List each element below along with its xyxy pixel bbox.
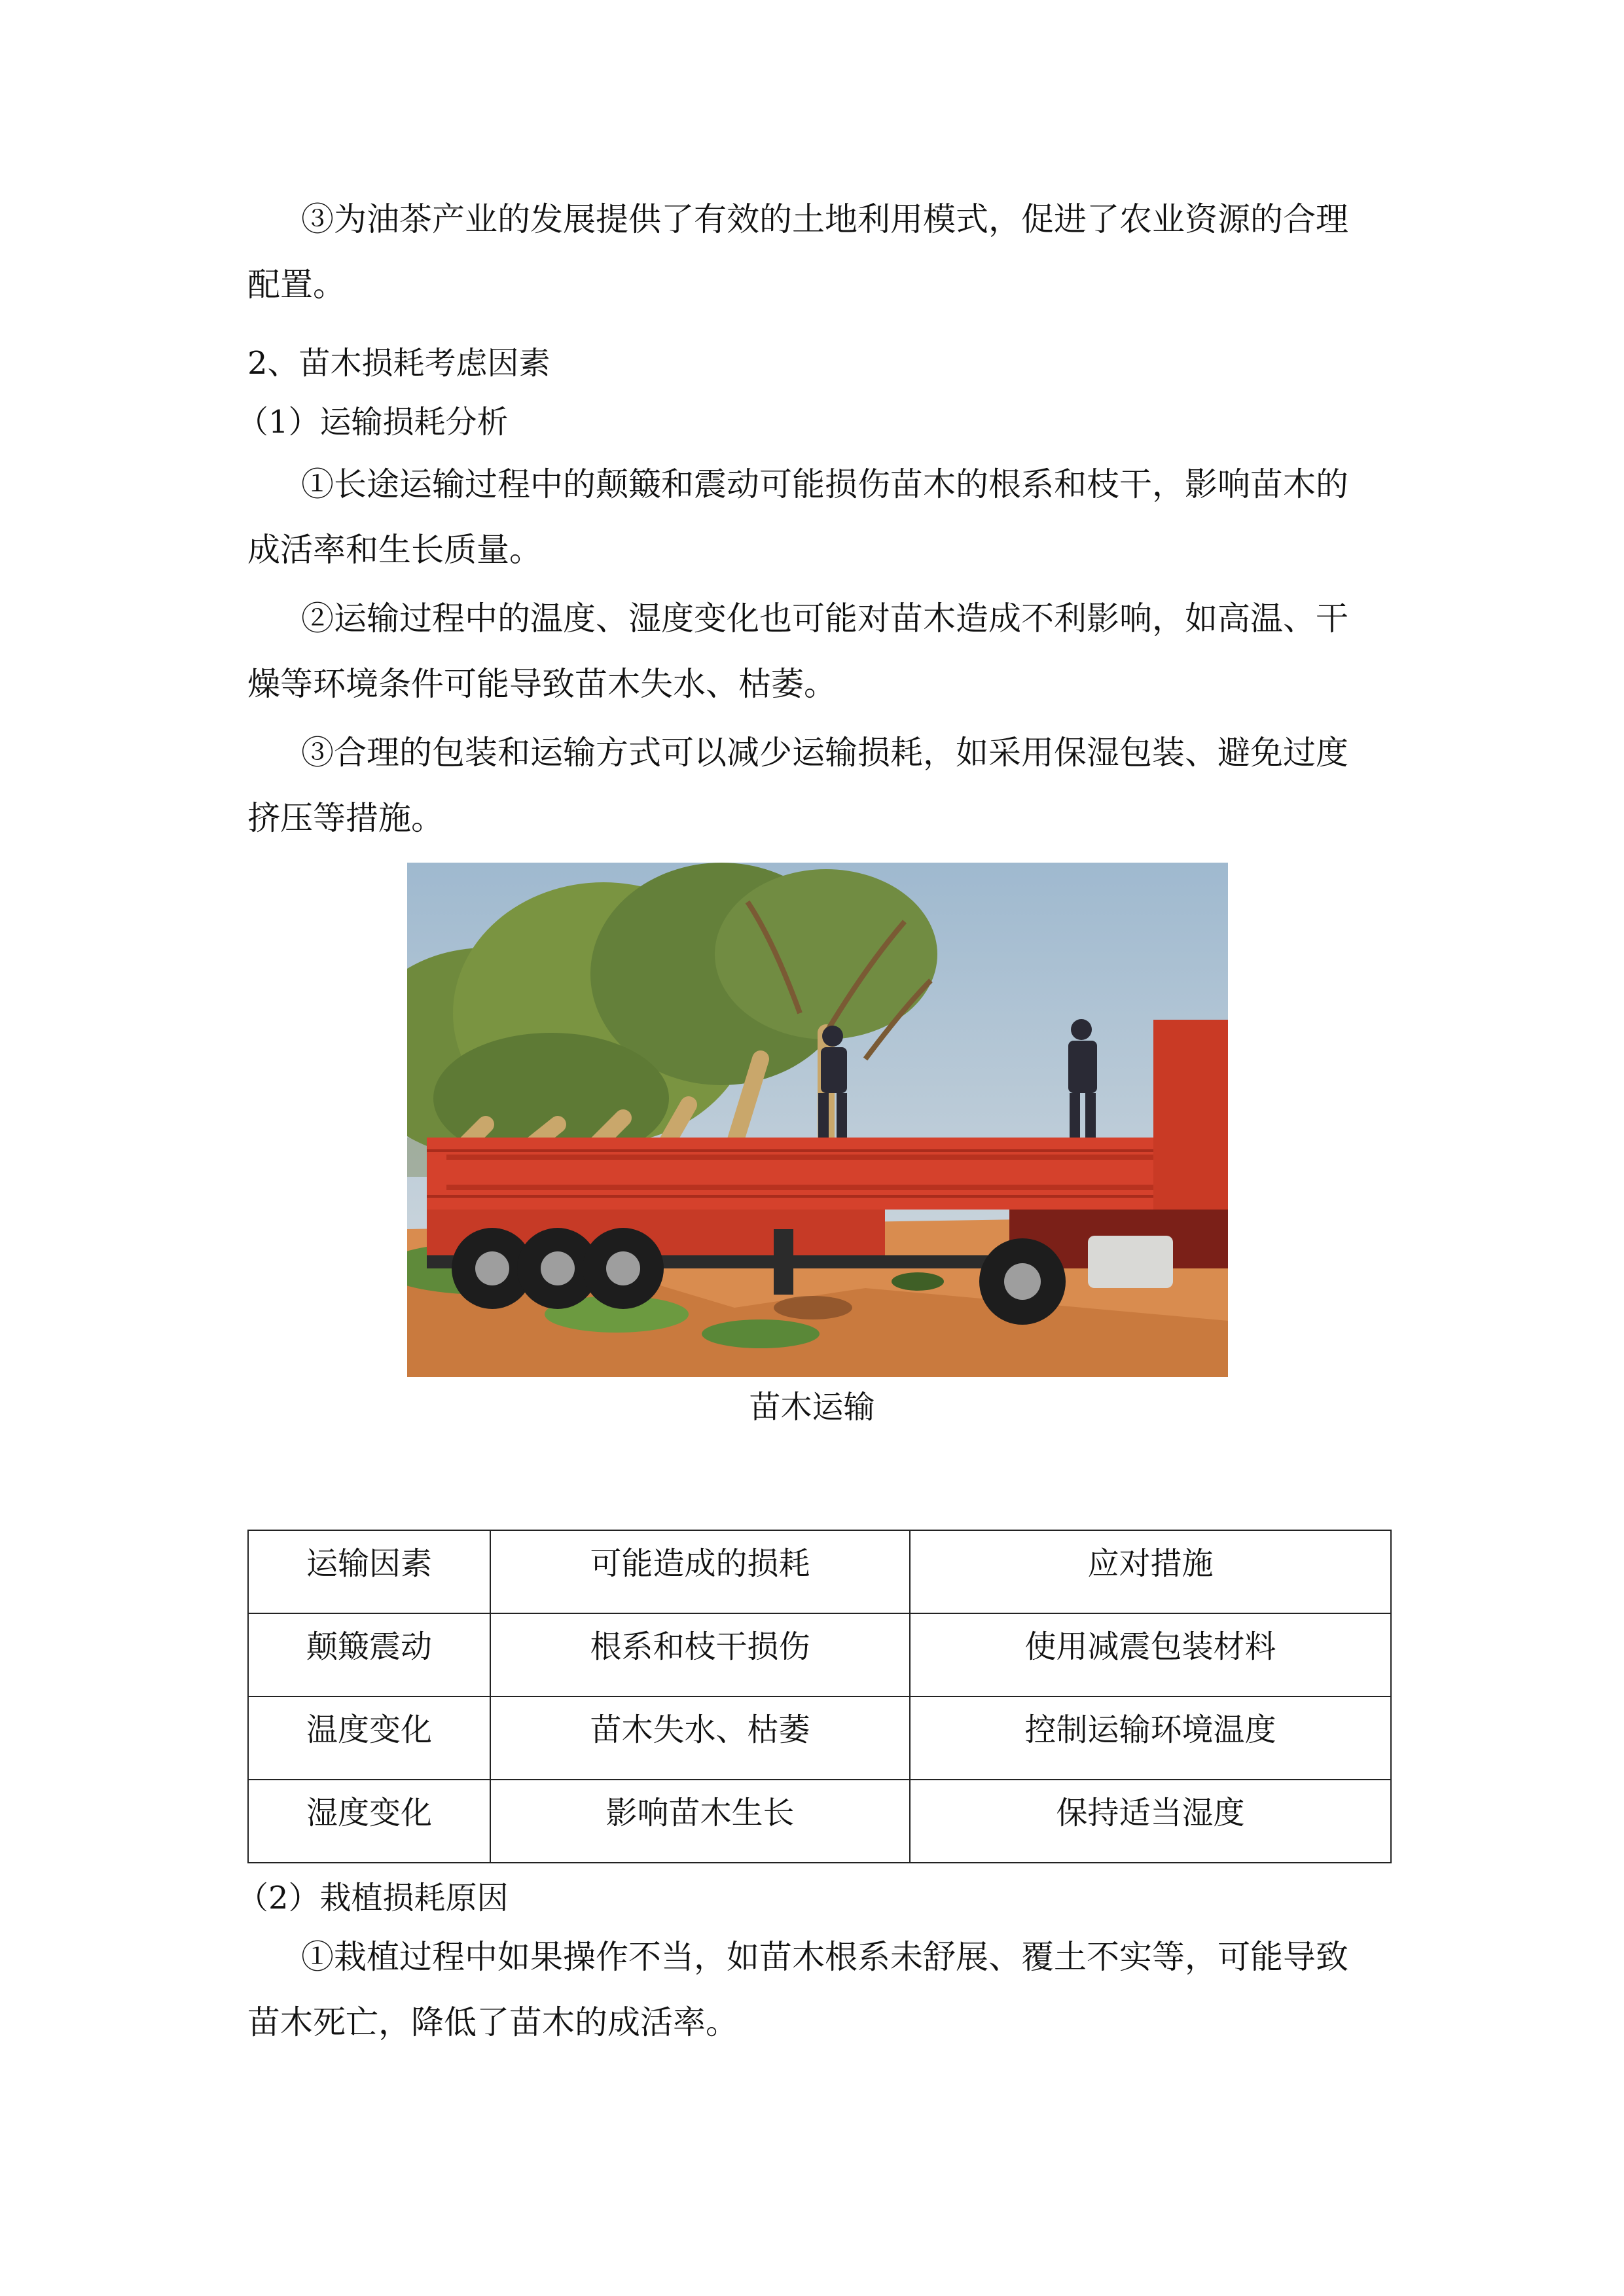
table-cell: 温度变化 [248,1696,490,1780]
table-header-cell: 可能造成的损耗 [490,1530,910,1613]
figure-caption: 苗木运输 [749,1389,875,1426]
paragraph-line: ①栽植过程中如果操作不当，如苗木根系未舒展、覆土不实等，可能导致 [301,1938,1348,1976]
paragraph-line: 苗木死亡，降低了苗木的成活率。 [247,2003,738,2041]
table-cell: 影响苗木生长 [490,1780,910,1863]
subsection-heading: （2）栽植损耗原因 [237,1880,509,1916]
table-row [248,1696,1391,1780]
paragraph-line: 配置。 [247,266,346,304]
paragraph-line: ①长途运输过程中的颠簸和震动可能损伤苗木的根系和枝干，影响苗木的 [301,465,1348,503]
section-heading: 2、苗木损耗考虑因素 [247,345,550,382]
subsection-heading: （1）运输损耗分析 [237,404,509,440]
truck-photo [407,863,1228,1377]
table-header-cell: 运输因素 [248,1530,490,1613]
transport-loss-table [247,1530,1392,1863]
paragraph-line: 成活率和生长质量。 [247,531,542,569]
paragraph-line: ③为油茶产业的发展提供了有效的土地利用模式，促进了农业资源的合理 [301,200,1348,238]
table-cell: 根系和枝干损伤 [490,1613,910,1696]
table-cell: 控制运输环境温度 [910,1696,1391,1780]
paragraph-line: ③合理的包装和运输方式可以减少运输损耗，如采用保湿包装、避免过度 [301,734,1348,772]
paragraph-line: 挤压等措施。 [247,799,444,837]
table-cell: 保持适当湿度 [910,1780,1391,1863]
table-header-cell: 应对措施 [910,1530,1391,1613]
paragraph-line: 燥等环境条件可能导致苗木失水、枯萎。 [247,665,837,703]
table-cell: 使用减震包装材料 [910,1613,1391,1696]
table-cell: 苗木失水、枯萎 [490,1696,910,1780]
paragraph-line: ②运输过程中的温度、湿度变化也可能对苗木造成不利影响，如高温、干 [301,600,1348,637]
table-row [248,1780,1391,1863]
table-cell: 湿度变化 [248,1780,490,1863]
table-header-row [248,1530,1391,1613]
table-cell: 颠簸震动 [248,1613,490,1696]
table-row [248,1613,1391,1696]
